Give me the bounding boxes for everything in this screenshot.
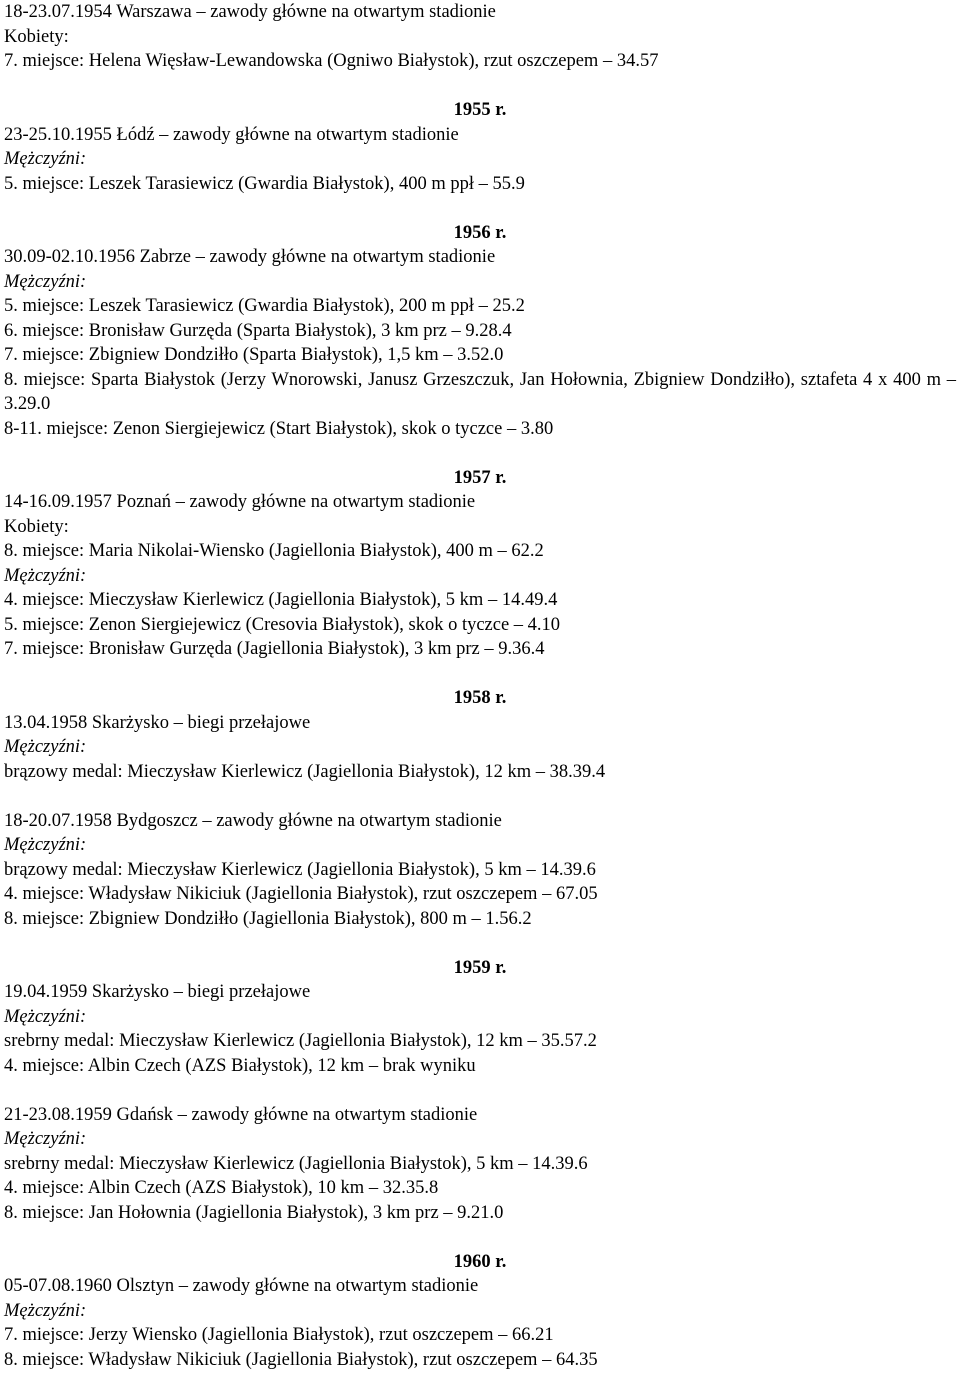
spacer	[4, 441, 956, 466]
spacer	[4, 784, 956, 809]
result-line: brązowy medal: Mieczysław Kierlewicz (Jagiellonia Białystok), 5 km – 14.39.6	[4, 859, 596, 880]
spacer	[4, 931, 956, 956]
spacer	[4, 1078, 956, 1103]
event-heading: 05-07.08.1960 Olsztyn – zawody główne na otwartym stadionie	[4, 1276, 479, 1296]
year-heading: 1959 r.	[453, 957, 507, 978]
result-line: 8-11. miejsce: Zenon Siergiejewicz (Start Białystok), skok o tyczce – 3.80	[4, 418, 554, 439]
result-line: 7. miejsce: Zbigniew Dondziłło (Sparta Białystok), 1,5 km – 3.52.0	[4, 345, 504, 365]
result-line: 5. miejsce: Leszek Tarasiewicz (Gwardia Białystok), 400 m ppł – 55.9	[4, 173, 525, 194]
result-line: 7. miejsce: Bronisław Gurzęda (Jagiellonia Białystok), 3 km prz – 9.36.4	[4, 639, 545, 659]
result-line: 4. miejsce: Albin Czech (AZS Białystok), 10 km – 32.35.8	[4, 1178, 439, 1198]
gender-label: Mężczyźni:	[4, 737, 87, 757]
gender-label: Mężczyźni:	[4, 1129, 87, 1149]
event-heading: 14-16.09.1957 Poznań – zawody główne na otwartym stadionie	[4, 492, 476, 512]
gender-label: Kobiety:	[4, 516, 69, 537]
result-line: 4. miejsce: Władysław Nikiciuk (Jagiellonia Białystok), rzut oszczepem – 67.05	[4, 884, 598, 904]
result-line: 7. miejsce: Jerzy Wiensko (Jagiellonia Białystok), rzut oszczepem – 66.21	[4, 1325, 554, 1345]
result-line: 8. miejsce: Jan Hołownia (Jagiellonia Białystok), 3 km prz – 9.21.0	[4, 1202, 504, 1223]
result-line: 8. miejsce: Maria Nikolai-Wiensko (Jagiellonia Białystok), 400 m – 62.2	[4, 541, 544, 561]
event-heading: 23-25.10.1955 Łódź – zawody główne na otwartym stadionie	[4, 124, 459, 145]
year-heading: 1958 r.	[453, 688, 507, 708]
spacer	[4, 74, 956, 99]
spacer	[4, 1225, 956, 1250]
document-page	[4, 0, 956, 1372]
result-line: 8. miejsce: Zbigniew Dondziłło (Jagiellonia Białystok), 800 m – 1.56.2	[4, 908, 532, 929]
event-heading: 21-23.08.1959 Gdańsk – zawody główne na otwartym stadionie	[4, 1104, 478, 1125]
result-line: 6. miejsce: Bronisław Gurzęda (Sparta Białystok), 3 km prz – 9.28.4	[4, 320, 512, 341]
year-heading: 1956 r.	[453, 222, 507, 243]
result-line: 4. miejsce: Albin Czech (AZS Białystok), 12 km – brak wyniku	[4, 1055, 476, 1076]
event-heading: 30.09-02.10.1956 Zabrze – zawody główne na otwartym stadionie	[4, 247, 496, 267]
gender-label: Mężczyźni:	[4, 1006, 87, 1027]
gender-label: Mężczyźni:	[4, 835, 87, 855]
year-heading: 1957 r.	[453, 467, 507, 488]
gender-label: Mężczyźni:	[4, 1300, 87, 1321]
gender-label: Mężczyźni:	[4, 565, 87, 586]
result-line: 8. miejsce: Sparta Białystok (Jerzy Wnorowski, Janusz Grzeszczuk, Jan Hołownia, Zbigniew Dondziłło), sztafeta 4 x 400 m – 3.29.0	[4, 369, 956, 414]
spacer	[4, 196, 956, 221]
result-line: srebrny medal: Mieczysław Kierlewicz (Jagiellonia Białystok), 12 km – 35.57.2	[4, 1031, 597, 1051]
event-heading: 13.04.1958 Skarżysko – biegi przełajowe	[4, 712, 311, 733]
event-heading: 19.04.1959 Skarżysko – biegi przełajowe	[4, 982, 311, 1002]
event-heading: 18-23.07.1954 Warszawa – zawody główne na otwartym stadionie	[4, 2, 496, 22]
event-heading: 18-20.07.1958 Bydgoszcz – zawody główne na otwartym stadionie	[4, 810, 502, 831]
year-heading: 1960 r.	[453, 1251, 507, 1272]
spacer	[4, 662, 956, 687]
result-line: 7. miejsce: Helena Więsław-Lewandowska (Ogniwo Białystok), rzut oszczepem – 34.57	[4, 51, 659, 71]
result-line: 4. miejsce: Mieczysław Kierlewicz (Jagiellonia Białystok), 5 km – 14.49.4	[4, 590, 558, 610]
gender-label: Mężczyźni:	[4, 271, 87, 292]
result-line: 8. miejsce: Władysław Nikiciuk (Jagiellonia Białystok), rzut oszczepem – 64.35	[4, 1349, 598, 1370]
result-line: 5. miejsce: Leszek Tarasiewicz (Gwardia Białystok), 200 m ppł – 25.2	[4, 296, 525, 316]
result-line: brązowy medal: Mieczysław Kierlewicz (Jagiellonia Białystok), 12 km – 38.39.4	[4, 761, 606, 782]
year-heading: 1955 r.	[453, 100, 507, 120]
result-line: srebrny medal: Mieczysław Kierlewicz (Jagiellonia Białystok), 5 km – 14.39.6	[4, 1153, 588, 1174]
gender-label: Kobiety:	[4, 26, 69, 47]
result-line: 5. miejsce: Zenon Siergiejewicz (Cresovia Białystok), skok o tyczce – 4.10	[4, 614, 561, 635]
gender-label: Mężczyźni:	[4, 149, 87, 169]
